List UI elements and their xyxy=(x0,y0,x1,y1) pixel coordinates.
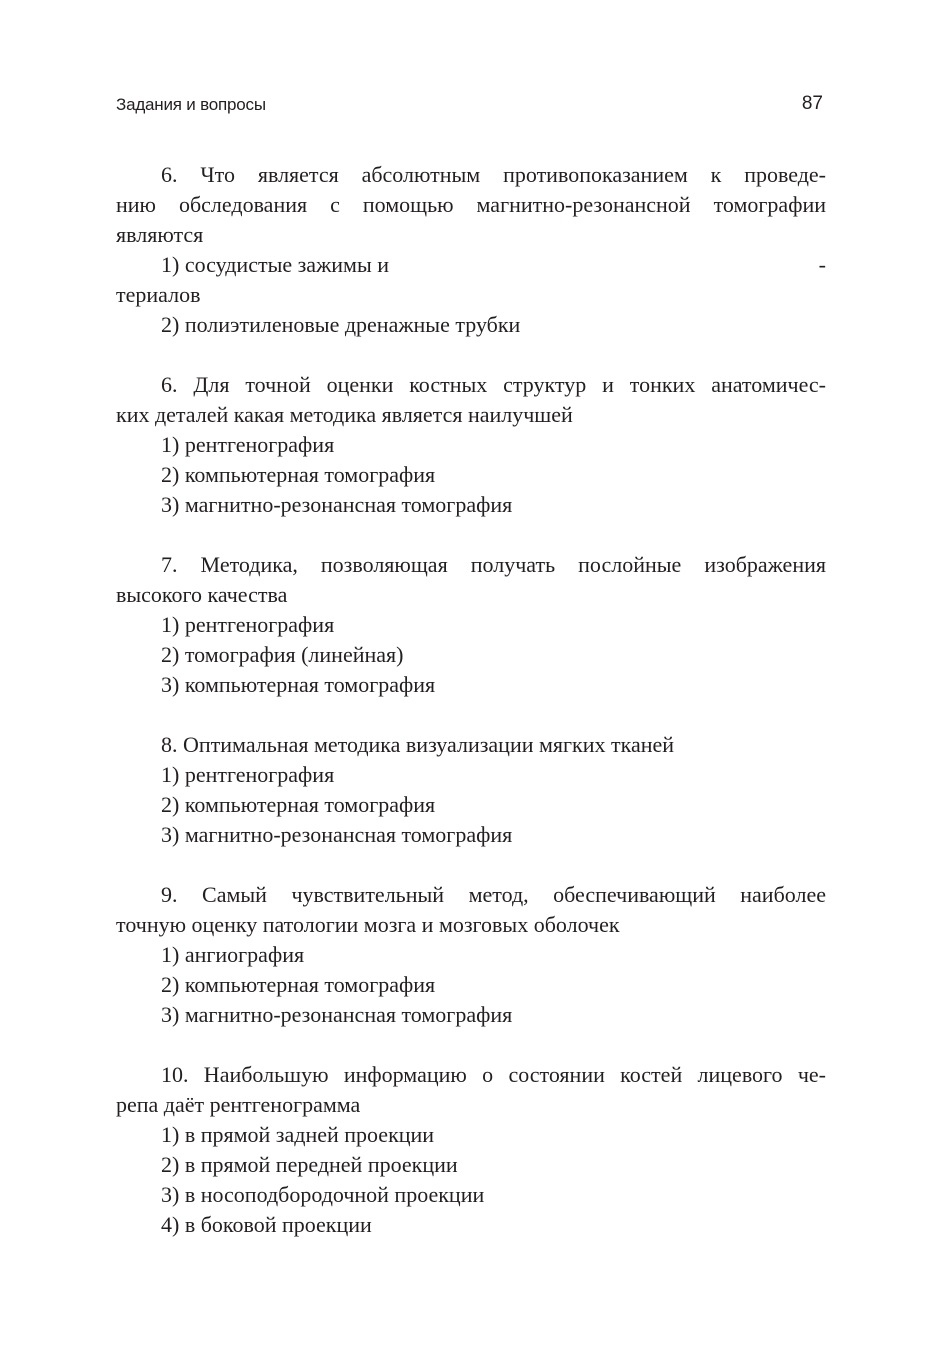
question-block xyxy=(116,730,826,850)
answer-option: 3) компьютерная томография xyxy=(161,672,436,697)
answer-option: 1) рентгенография xyxy=(161,432,335,457)
question-text-line: 9. Самый чувствительный метод, обеспечивающий наиболее xyxy=(161,882,826,907)
answer-option: 2) томография (линейная) xyxy=(161,642,404,667)
answer-option: 2) компьютерная томография xyxy=(161,792,436,817)
answer-option: 3) магнитно-резонансная томография xyxy=(161,1002,513,1027)
question-text-line: точную оценку патологии мозга и мозговых оболочек xyxy=(116,912,620,937)
question-text-line: высокого качества xyxy=(116,582,288,607)
page-number: 87 xyxy=(801,93,823,114)
running-head: Задания и вопросы xyxy=(116,95,266,114)
answer-option: 3) магнитно-резонансная томография xyxy=(161,492,513,517)
answer-option: 3) в носоподбородочной проекции xyxy=(161,1182,485,1207)
answer-option: 1) рентгенография xyxy=(161,612,335,637)
answer-option: 2) компьютерная томография xyxy=(161,462,436,487)
answer-option: 1) рентгенография xyxy=(161,762,335,787)
answer-option: 2) полиэтиленовые дренажные трубки xyxy=(161,312,521,337)
question-block xyxy=(116,880,826,1030)
question-block xyxy=(116,550,826,700)
question-text-line: 8. Оптимальная методика визуализации мягких тканей xyxy=(161,732,675,757)
page-content xyxy=(116,160,826,1240)
question-text-line: нию обследования с помощью магнитно-резонансной томографии xyxy=(116,192,826,217)
question-text-line: репа даёт рентгенограмма xyxy=(116,1092,361,1117)
answer-option xyxy=(116,250,826,280)
answer-option: 2) компьютерная томография xyxy=(161,972,436,997)
answer-option-text: 1) сосудистые зажимы и xyxy=(161,252,390,277)
answer-option-continuation: териалов xyxy=(116,282,201,307)
question-block xyxy=(116,1060,826,1240)
question-text-line: 6. Для точной оценки костных структур и тонких анатомичес- xyxy=(161,372,826,397)
answer-option: 2) в прямой передней проекции xyxy=(161,1152,458,1177)
question-block xyxy=(116,370,826,520)
answer-option: 1) в прямой задней проекции xyxy=(161,1122,435,1147)
question-text-line: 6. Что является абсолютным противопоказанием к проведе- xyxy=(161,162,826,187)
question-text-line: 7. Методика, позволяющая получать послойные изображения xyxy=(161,552,826,577)
answer-option: 4) в боковой проекции xyxy=(161,1212,372,1237)
question-block xyxy=(116,160,826,340)
question-text-line: 10. Наибольшую информацию о состоянии костей лицевого че- xyxy=(161,1062,826,1087)
answer-option-hyphen: - xyxy=(818,252,826,277)
answer-option: 1) ангиография xyxy=(161,942,305,967)
question-text-line: ких деталей какая методика является наилучшей xyxy=(116,402,573,427)
question-text-line: являются xyxy=(116,222,204,247)
answer-option: 3) магнитно-резонансная томография xyxy=(161,822,513,847)
